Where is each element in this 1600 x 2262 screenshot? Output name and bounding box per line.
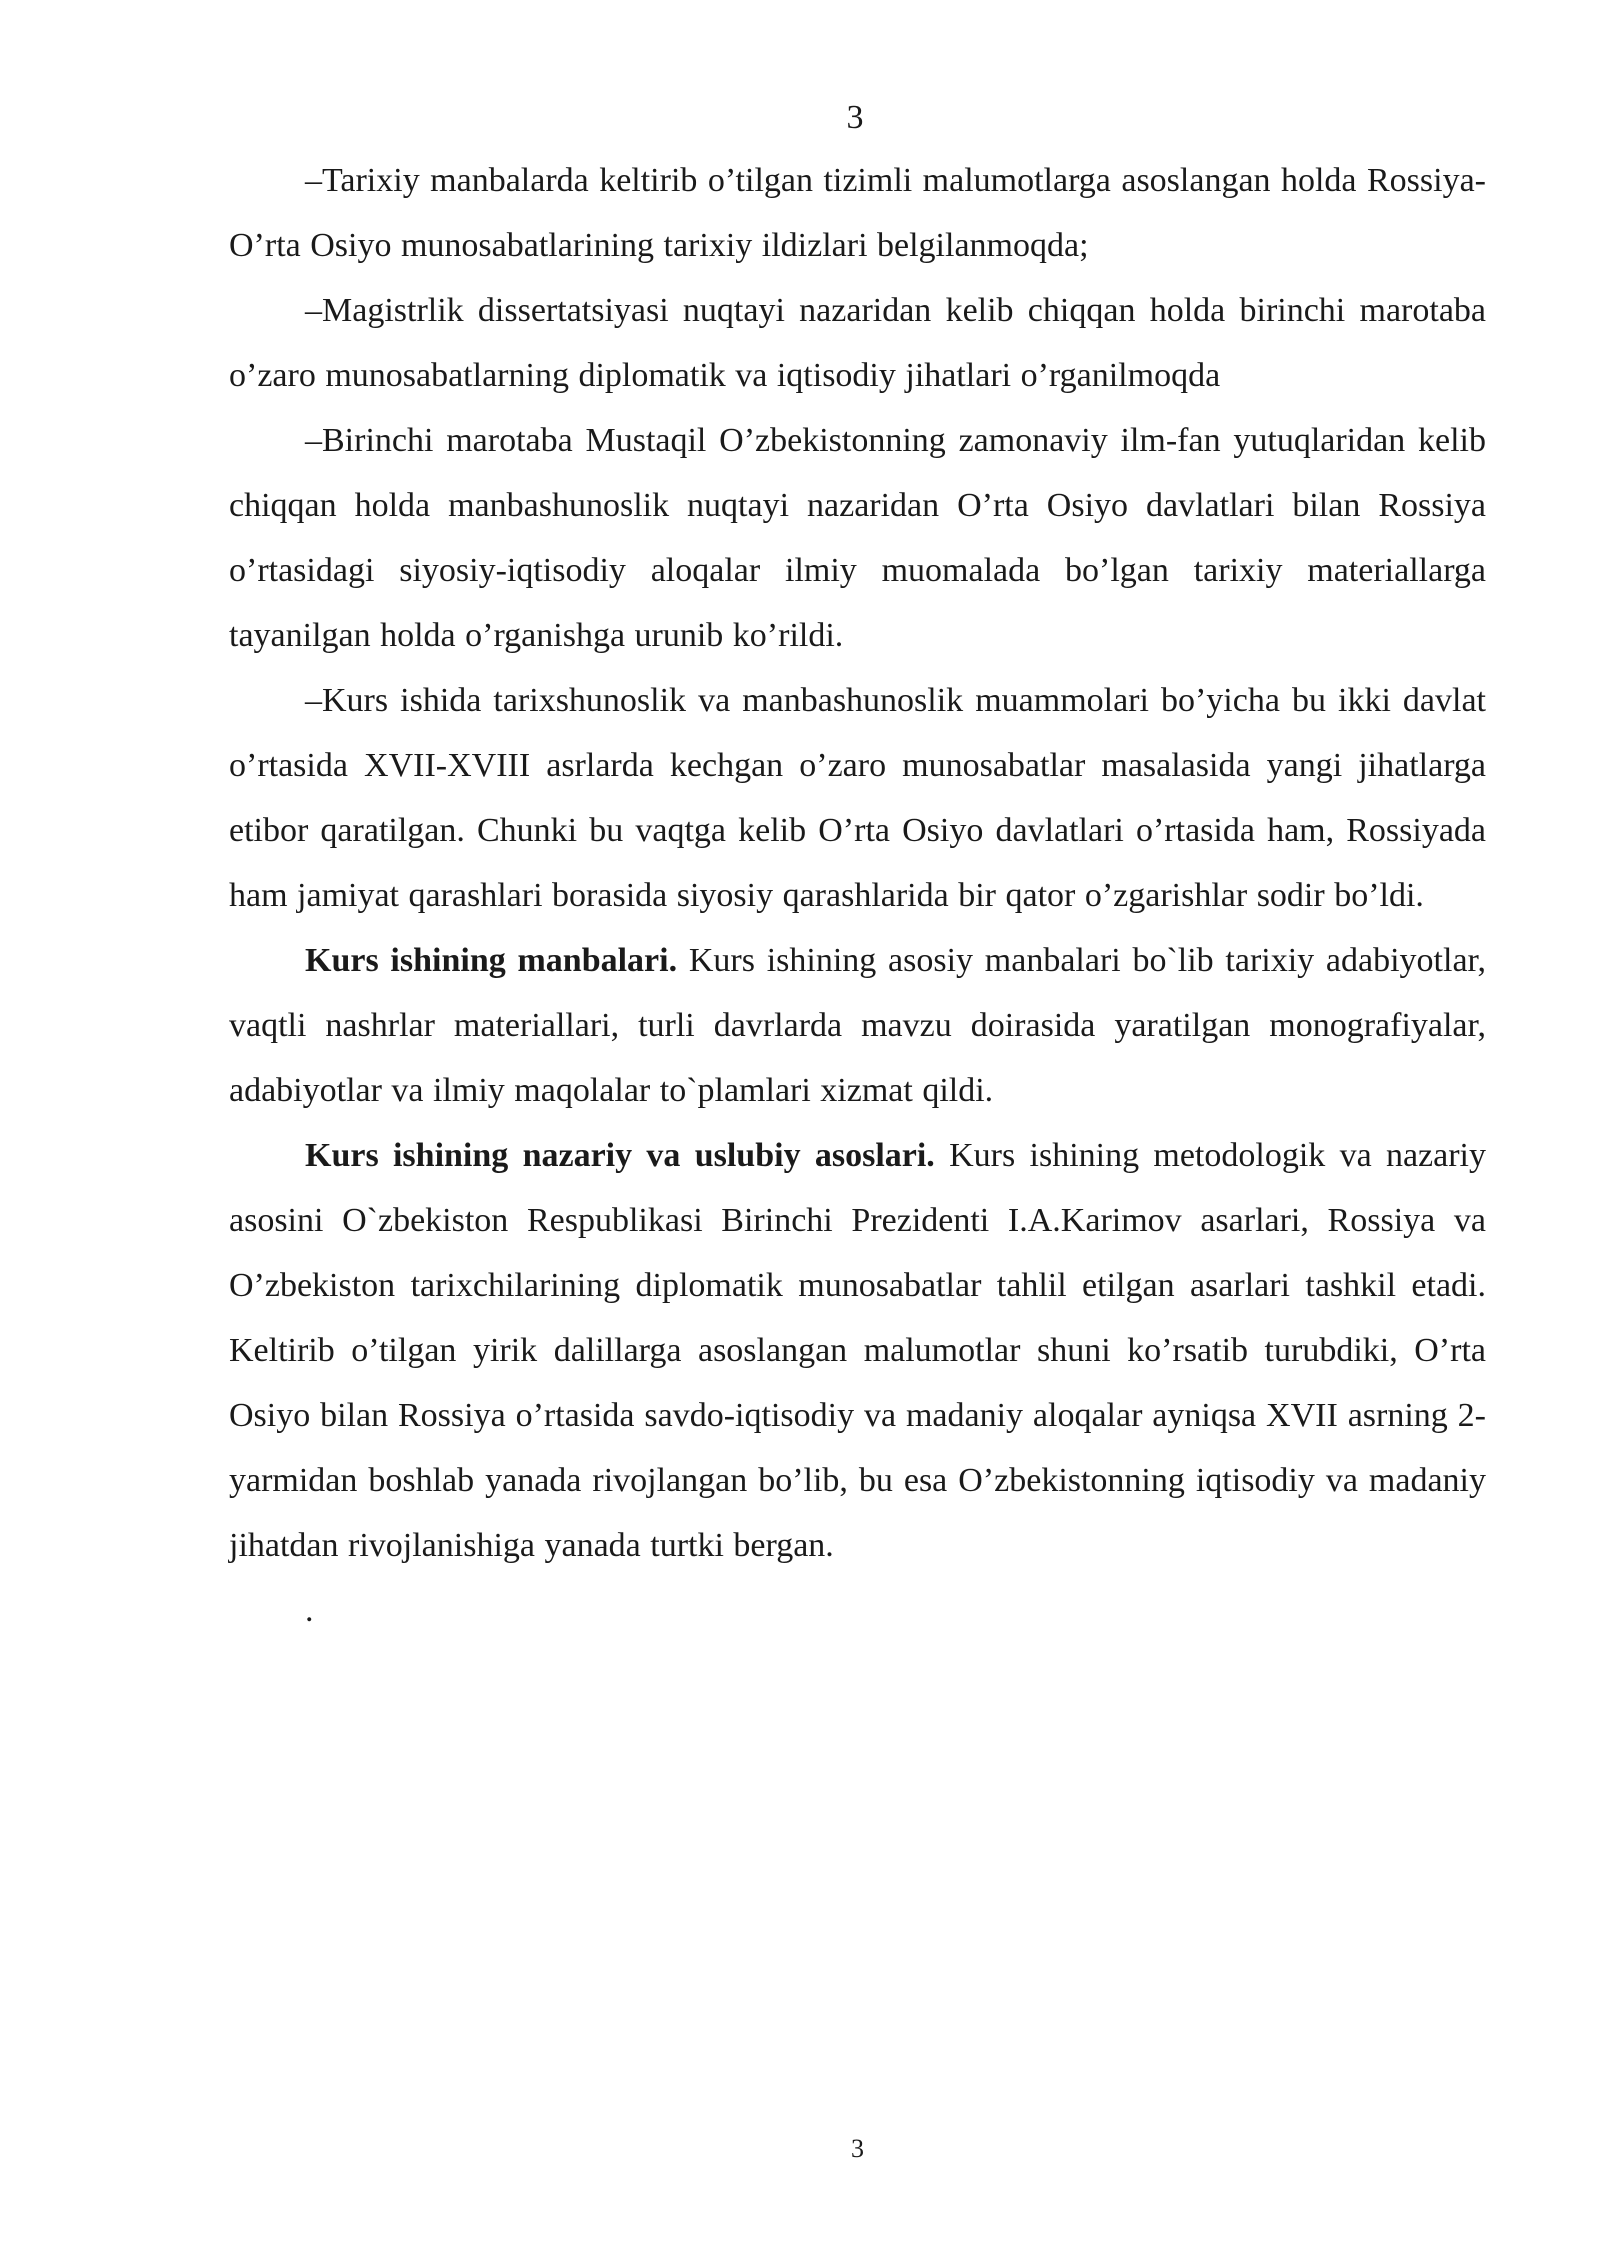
paragraph-text: Kurs ishining asosiy manbalari bo`lib tarixiy adabiyotlar, vaqtli nashrlar materiallari, turli davrlarda mavzu doirasida yaratilgan monografiyalar, adabiyotlar va ilmiy maqolalar to`plamlari xizmat qildi. bbox=[229, 942, 1486, 1109]
trailing-mark: . bbox=[305, 1592, 314, 1629]
page-number-top: 3 bbox=[846, 99, 864, 136]
paragraph-heading: Kurs ishining nazariy va uslubiy asoslari. bbox=[305, 1137, 935, 1174]
page-number-bottom: 3 bbox=[851, 2134, 864, 2163]
paragraph-text: –Tarixiy manbalarda keltirib o’tilgan tizimli malumotlarga asoslangan holda Rossiya-O’rta Osiyo munosabatlarining tarixiy ildizlari belgilanmoqda; bbox=[229, 162, 1486, 264]
paragraph-text: –Birinchi marotaba Mustaqil O’zbekistonning zamonaviy ilm-fan yutuqlaridan kelib chiqqan holda manbashunoslik nuqtayi nazaridan O’rta Osiyo davlatlari bilan Rossiya o’rtasidagi siyosiy-iqtisodiy aloqalar ilmiy muomalada bo’lgan tarixiy materiallarga tayanilgan holda o’rganishga urunib ko’rildi. bbox=[229, 422, 1486, 654]
paragraph-text: Kurs ishining metodologik va nazariy asosini O`zbekiston Respublikasi Birinchi Prezidenti I.A.Karimov asarlari, Rossiya va O’zbekiston tarixchilarining diplomatik munosabatlar tahlil etilgan asarlari tashkil etadi. Keltirib o’tilgan yirik dalillarga asoslangan malumotlar shuni ko’rsatib turubdiki, O’rta Osiyo bilan Rossiya o’rtasida savdo-iqtisodiy va madaniy aloqalar ayniqsa XVII asrning 2-yarmidan boshlab yanada rivojlangan bo’lib, bu esa O’zbekistonning iqtisodiy va madaniy jihatdan rivojlanishiga yanada turtki bergan. bbox=[229, 1137, 1486, 1564]
paragraph-diplomatic-aspects bbox=[229, 278, 1486, 408]
paragraph-historical-roots bbox=[229, 148, 1486, 278]
paragraph-sources bbox=[229, 928, 1486, 1123]
document-body bbox=[229, 148, 1486, 1643]
paragraph-text: –Magistrlik dissertatsiyasi nuqtayi nazaridan kelib chiqqan holda birinchi marotaba o’zaro munosabatlarning diplomatik va iqtisodiy jihatlari o’rganilmoqda bbox=[229, 292, 1486, 394]
paragraph-historiography bbox=[229, 668, 1486, 928]
paragraph-heading: Kurs ishining manbalari. bbox=[305, 942, 678, 979]
paragraph-text: –Kurs ishida tarixshunoslik va manbashunoslik muammolari bo’yicha bu ikki davlat o’rtasida XVII-XVIII asrlarda kechgan o’zaro munosabatlar masalasida yangi jihatlarga etibor qaratilgan. Chunki bu vaqtga kelib O’rta Osiyo davlatlari o’rtasida ham, Rossiyada ham jamiyat qarashlari borasida siyosiy qarashlarida bir qator o’zgarishlar sodir bo’ldi. bbox=[229, 682, 1486, 914]
paragraph-source-study bbox=[229, 408, 1486, 668]
paragraph-methodology bbox=[229, 1123, 1486, 1578]
